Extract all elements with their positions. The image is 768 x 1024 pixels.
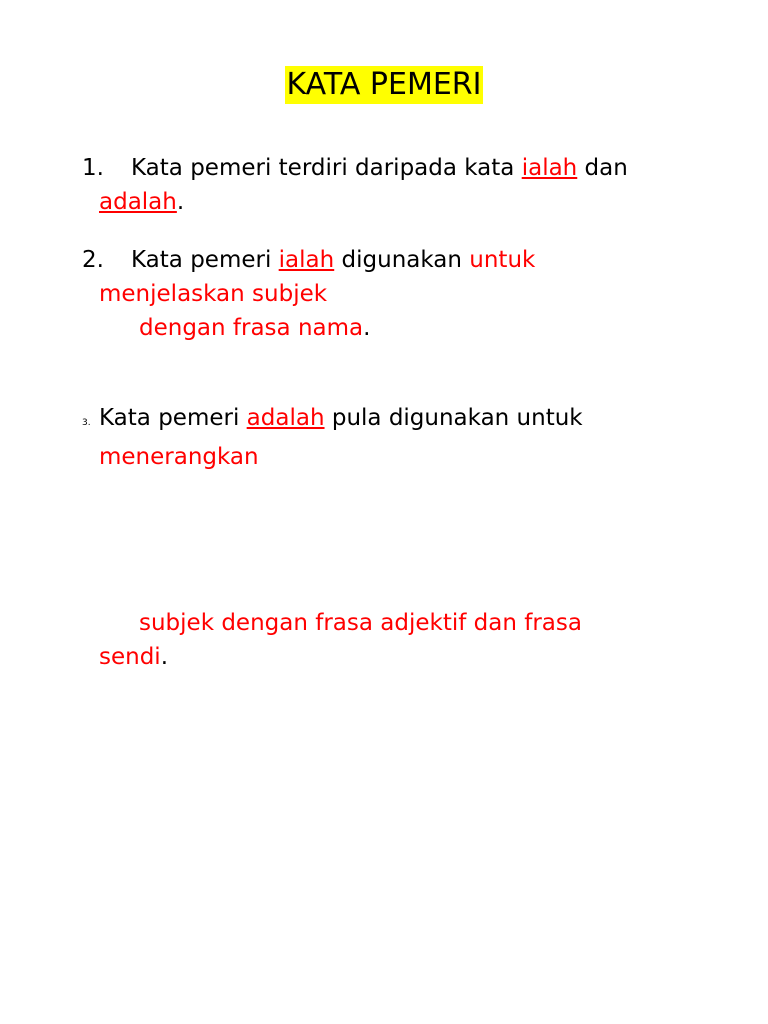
item2-text-a: Kata pemeri xyxy=(131,247,279,273)
item3-end: . xyxy=(160,644,169,670)
item1-end: . xyxy=(176,189,185,215)
list-number-2: 2. xyxy=(82,247,104,273)
list-item-2-line-3 xyxy=(82,311,722,345)
item1-text-b: dan xyxy=(577,155,628,181)
keyword-ialah: ialah xyxy=(278,247,335,273)
list-item-1 xyxy=(82,151,722,219)
page-title: KATA PEMERI xyxy=(286,67,482,102)
keyword-adalah: adalah xyxy=(246,405,325,431)
title-wrapper xyxy=(0,66,768,104)
item2-text-b: digunakan xyxy=(334,247,470,273)
item3-text-b: pula digunakan untuk xyxy=(324,405,583,431)
keyword-ialah: ialah xyxy=(521,155,578,181)
list-item-3-line-3: subjek dengan frasa adjektif dan frasa xyxy=(139,610,582,636)
item3-red-c: sendi xyxy=(99,644,161,670)
item2-red-c: dengan frasa nama xyxy=(139,315,364,341)
list-number-1: 1. xyxy=(82,155,104,181)
list-item-1-line-2 xyxy=(82,185,722,219)
list-number-3: 3. xyxy=(82,418,91,428)
item2-end: . xyxy=(363,315,371,341)
list-item-3-line-2: menerangkan xyxy=(99,444,259,470)
list-item-1-line-1 xyxy=(82,151,722,185)
list-item-3 xyxy=(82,401,722,474)
item3-text-a: Kata pemeri xyxy=(99,405,247,431)
item1-text-a: Kata pemeri terdiri daripada kata xyxy=(131,155,522,181)
list-item-2-line-1 xyxy=(82,243,722,277)
list-item-2 xyxy=(82,243,722,345)
list-item-3-line-4 xyxy=(82,640,722,674)
list-item-3-line-1 xyxy=(82,401,722,440)
list-item-3-continued xyxy=(82,606,722,674)
item2-red-a: untuk xyxy=(469,247,536,273)
list-item-2-line-2: menjelaskan subjek xyxy=(99,281,328,307)
keyword-adalah: adalah xyxy=(99,189,177,215)
